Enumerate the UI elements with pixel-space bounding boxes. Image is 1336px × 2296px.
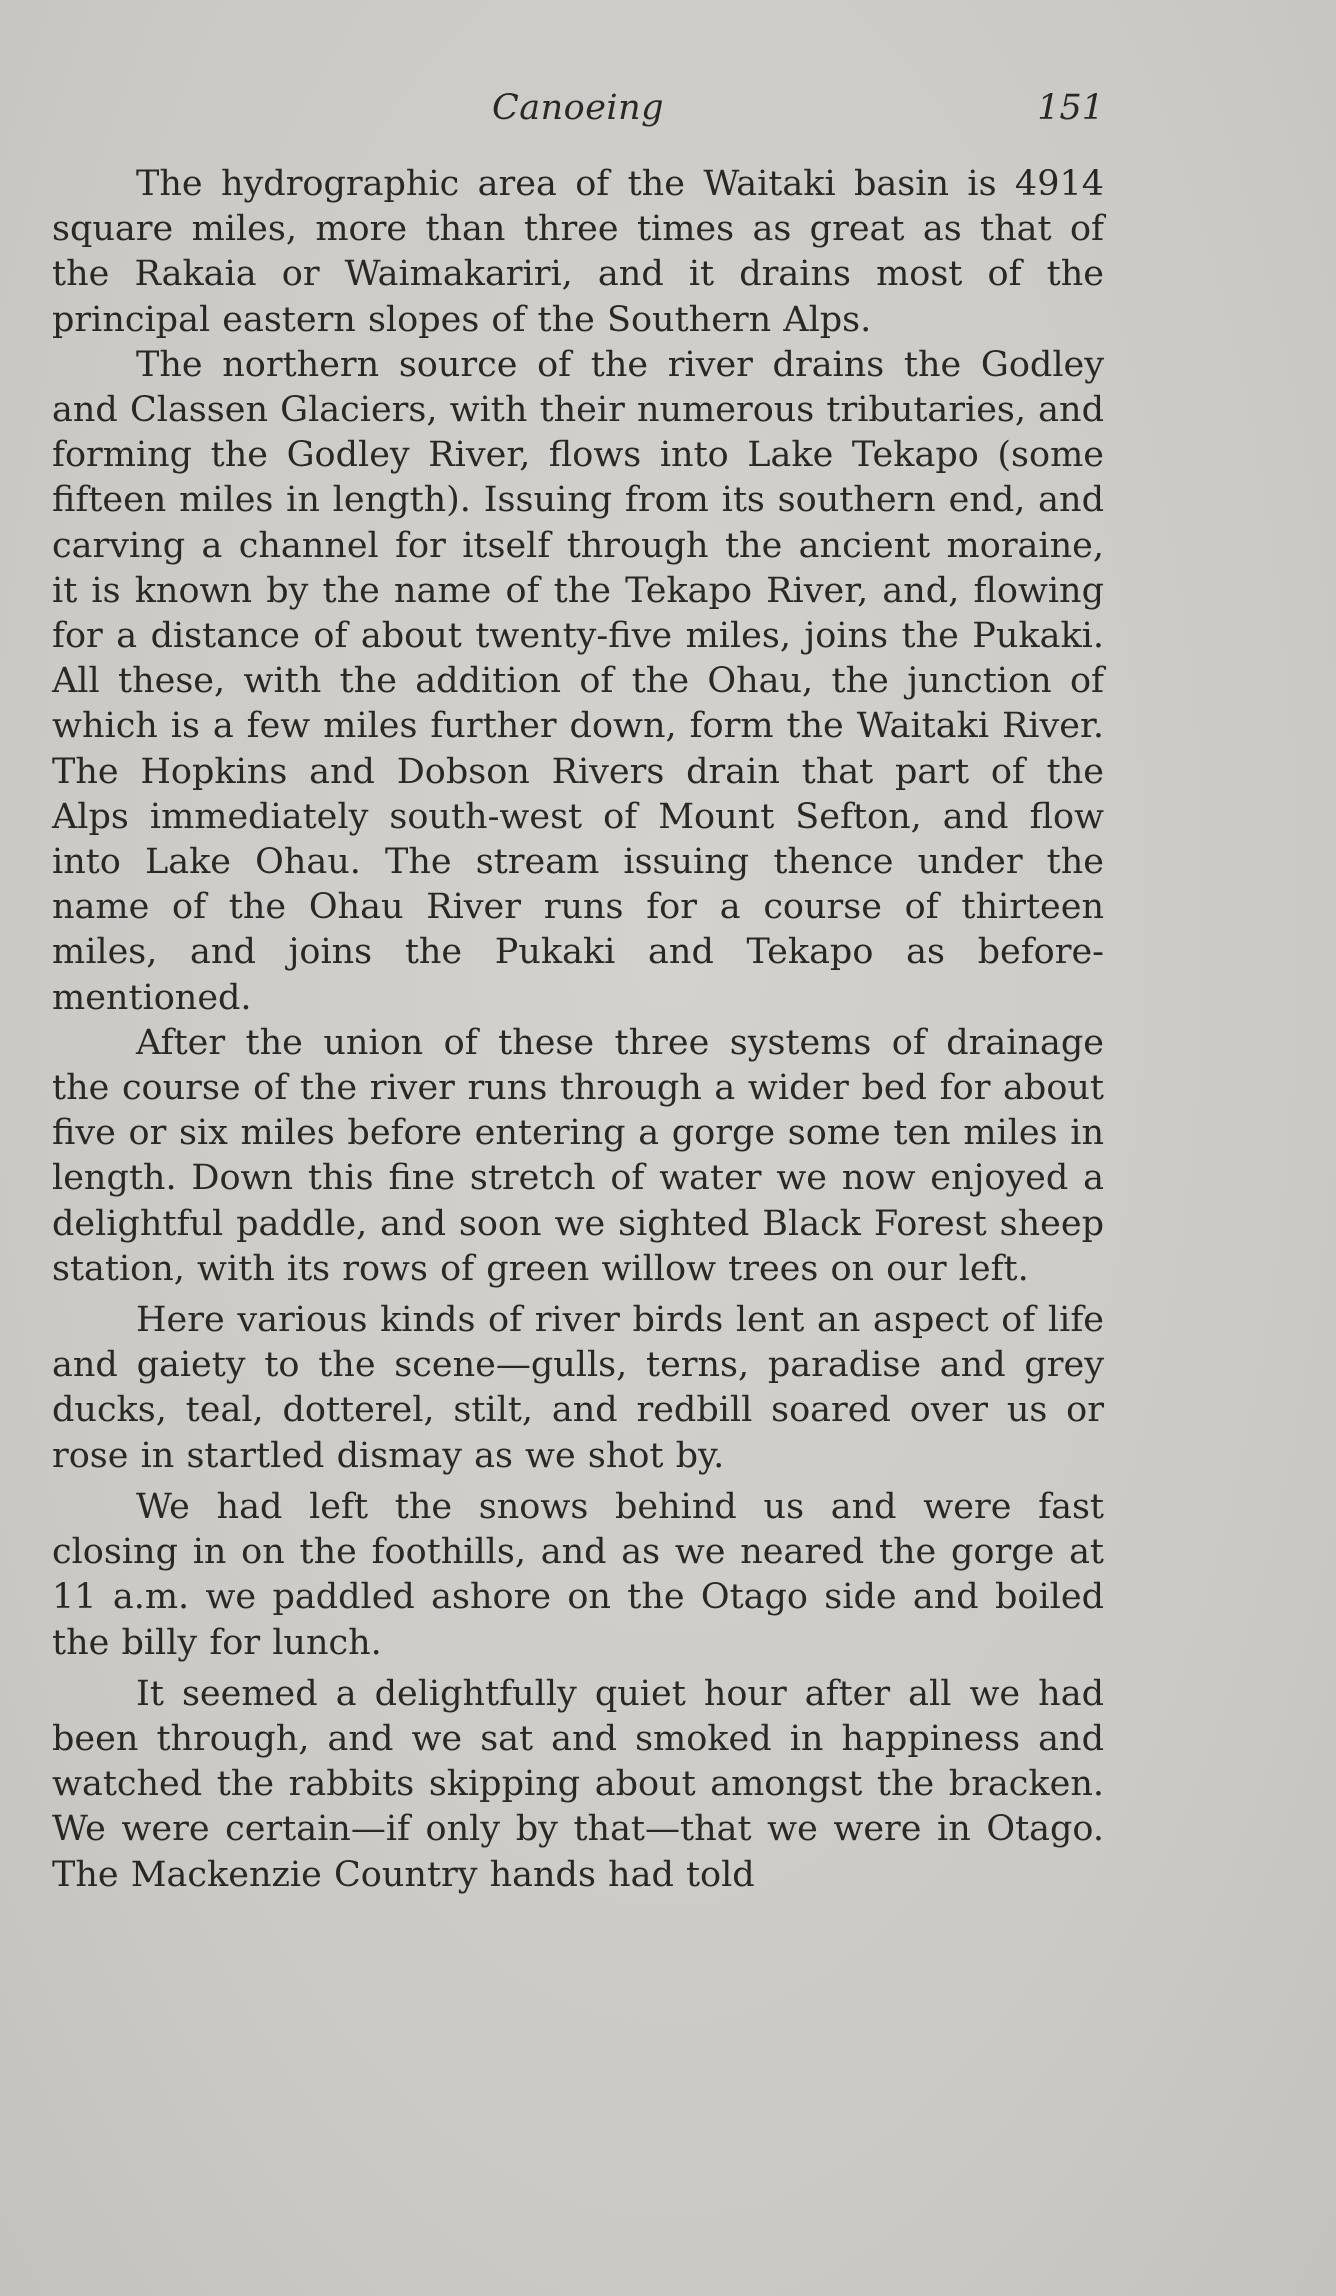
paragraph-quiet-hour: It seemed a delightfully quiet hour after all we had been through, and we sat and smoked in happiness and watched the rabbits skipping about amongst the bracken. We were certain—if only by that—that we were in Otago. The Mackenzie Country hands had told <box>52 1673 1104 1895</box>
paragraph-waitaki-basin: The hydrographic area of the Waitaki basin is 4914 square miles, more than three times as great as that of the Rakaia or Waimakariri, and it drains most of the principal eastern slopes of the Southern Alps. <box>52 164 1104 340</box>
running-title: Canoeing <box>491 88 665 128</box>
page-number: 151 <box>1037 88 1104 128</box>
paragraph-northern-source: The northern source of the river drains the Godley and Classen Glaciers, with their numerous tributaries, and forming the Godley River, flows into Lake Tekapo (some fifteen miles in length). Issuing from its southern end, and carving a channel for itself through the ancient moraine, it is known by the name of the Tekapo River, and, flowing for a distance of about twenty-five miles, joins the Pukaki. All these, with the addition of the Ohau, the junction of which is a few miles further down, form the Waitaki River. The Hopkins and Dobson Rivers drain that part of the Alps immediately south-west of Mount Sefton, and flow into Lake Ohau. The stream issuing thence under the name of the Ohau River runs for a course of thirteen miles, and joins the Pukaki and Tekapo as before-mentioned. <box>52 344 1104 1018</box>
paragraph-left-the-snows: We had left the snows behind us and were fast closing in on the foothills, and as we neared the gorge at 11 a.m. we paddled ashore on the Otago side and boiled the billy for lunch. <box>52 1486 1104 1663</box>
book-page <box>52 80 1104 1898</box>
paragraph-union-of-systems: After the union of these three systems of drainage the course of the river runs through a wider bed for about five or six miles before entering a gorge some ten miles in length. Down this fine stretch of water we now enjoyed a delightful paddle, and soon we sighted Black Forest sheep station, with its rows of green willow trees on our left. <box>52 1022 1104 1289</box>
paragraph-river-birds: Here various kinds of river birds lent an aspect of life and gaiety to the scene—gulls, terns, paradise and grey ducks, teal, dotterel, stilt, and redbill soared over us or rose in startled dismay as we shot by. <box>52 1300 1104 1476</box>
body-text <box>52 162 1104 1898</box>
running-head <box>52 80 1104 140</box>
